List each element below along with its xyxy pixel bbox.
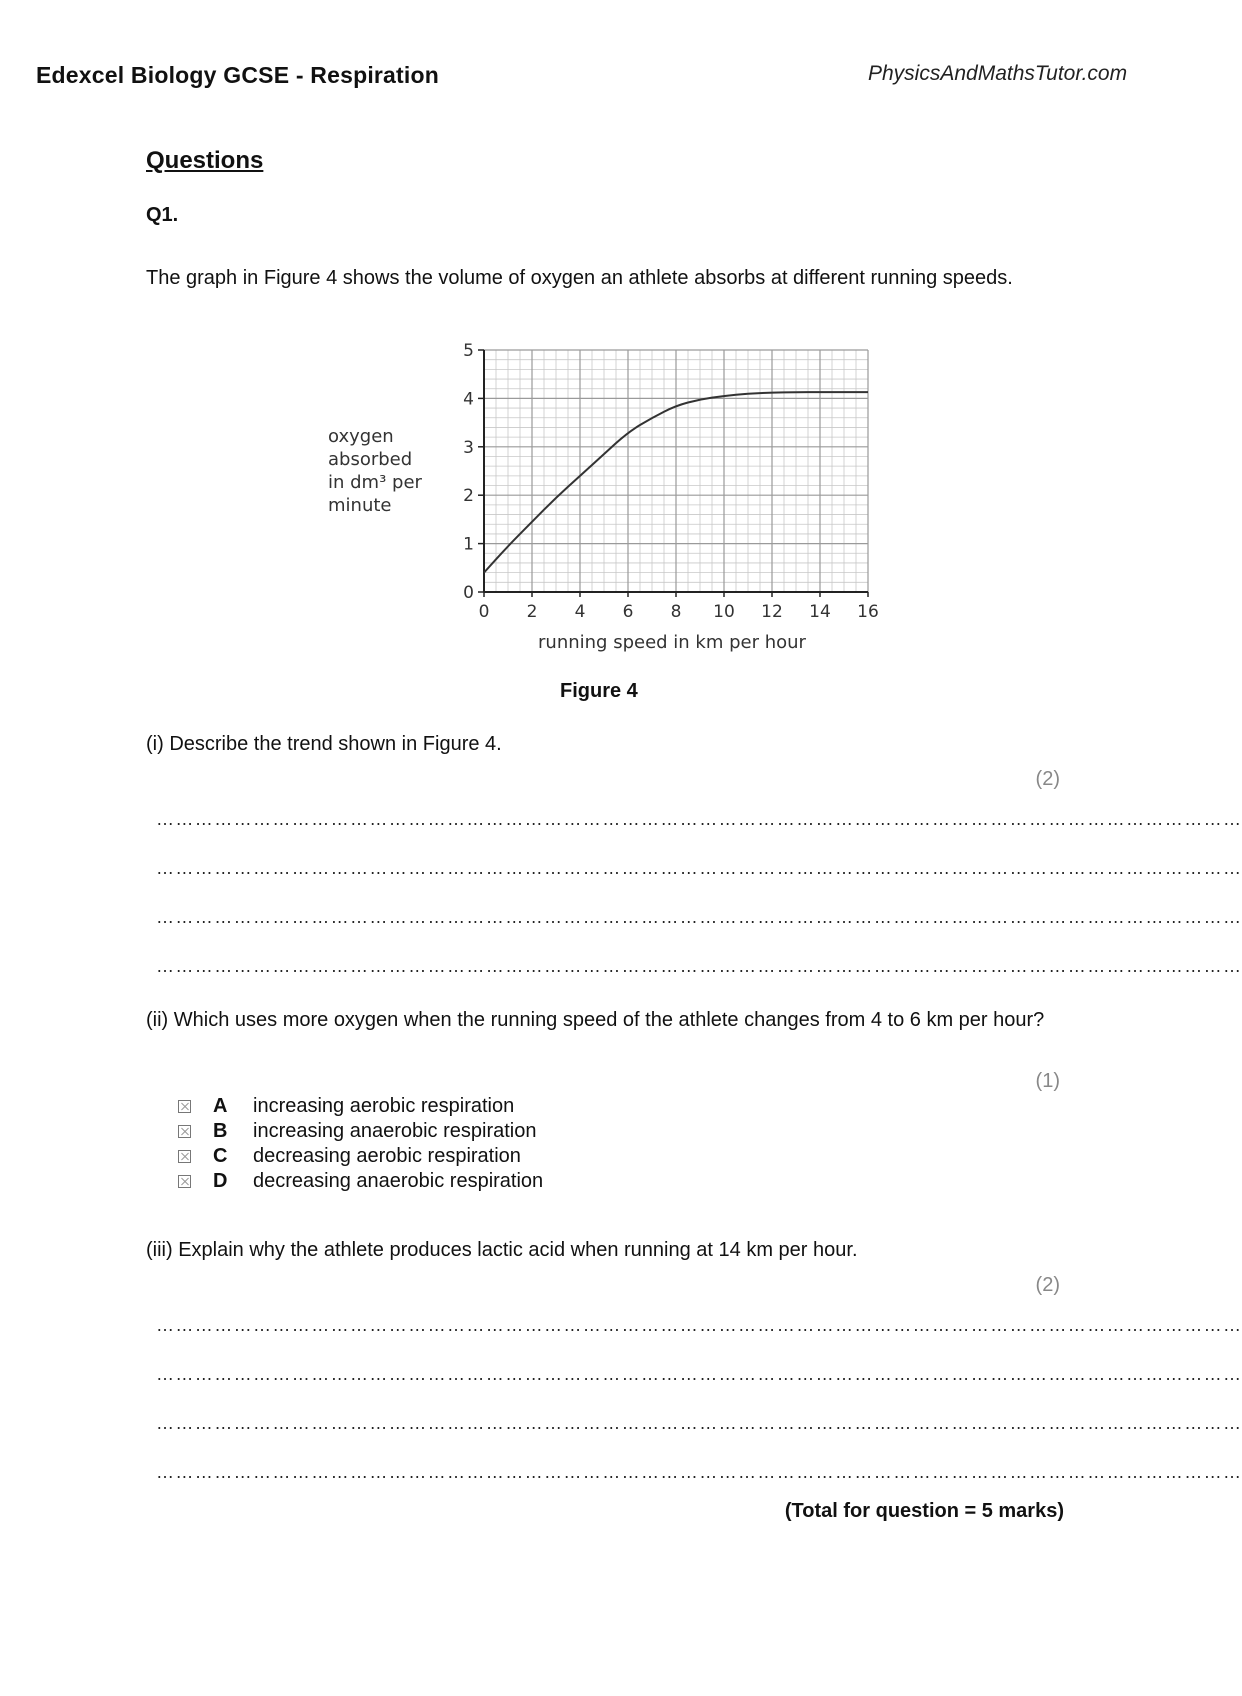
- part-iii-question: (iii) Explain why the athlete produces lactic acid when running at 14 km per hour.: [146, 1239, 858, 1261]
- y-tick-label: 4: [463, 389, 474, 410]
- chart-y-axis-label: absorbed: [328, 449, 413, 470]
- option-letter: A: [213, 1095, 228, 1117]
- answer-line[interactable]: ……………………………………………………………………………………………………………………………………………………: [156, 858, 1242, 878]
- x-tick-label: 12: [761, 602, 783, 622]
- y-tick-label: 2: [463, 486, 474, 507]
- part-i-question: (i) Describe the trend shown in Figure 4.: [146, 733, 502, 755]
- option-letter: D: [213, 1170, 228, 1192]
- x-tick-label: 4: [574, 602, 586, 622]
- option-letter: C: [213, 1145, 228, 1167]
- option-text: increasing aerobic respiration: [253, 1095, 515, 1117]
- x-tick-label: 14: [809, 602, 831, 622]
- question-intro: The graph in Figure 4 shows the volume of oxygen an athlete absorbs at different running speeds.: [146, 267, 1013, 289]
- part-ii-marks: (1): [1035, 1070, 1060, 1092]
- option-b[interactable]: [178, 1119, 537, 1144]
- x-tick-label: 16: [857, 602, 879, 622]
- chart-y-axis-label: in dm³ per: [328, 472, 422, 493]
- y-tick-label: 0: [463, 583, 474, 603]
- option-checkbox[interactable]: [178, 1125, 191, 1138]
- answer-line[interactable]: ……………………………………………………………………………………………………………………………………………………: [156, 809, 1242, 829]
- option-d[interactable]: [178, 1169, 543, 1194]
- chart-x-axis-label: running speed in km per hour: [538, 632, 806, 653]
- x-tick-label: 6: [622, 602, 634, 622]
- chart-y-axis-label: oxygen: [328, 426, 394, 447]
- section-title: Questions: [146, 147, 264, 174]
- option-text: decreasing aerobic respiration: [253, 1145, 521, 1167]
- header-title: Edexcel Biology GCSE - Respiration: [36, 62, 439, 88]
- oxygen-chart: [300, 330, 900, 660]
- option-text: increasing anaerobic respiration: [253, 1120, 537, 1142]
- answer-line[interactable]: ……………………………………………………………………………………………………………………………………………………: [156, 1315, 1242, 1335]
- y-tick-label: 1: [463, 534, 474, 555]
- figure-caption: Figure 4: [560, 680, 638, 702]
- chart-y-axis-label: minute: [328, 495, 392, 516]
- x-tick-label: 8: [670, 602, 682, 622]
- answer-line[interactable]: ……………………………………………………………………………………………………………………………………………………: [156, 1462, 1242, 1482]
- y-tick-label: 5: [463, 341, 474, 361]
- header-site: PhysicsAndMathsTutor.com: [868, 62, 1128, 85]
- option-c[interactable]: [178, 1144, 521, 1169]
- option-letter: B: [213, 1120, 228, 1142]
- part-i-marks: (2): [1035, 768, 1060, 790]
- answer-line[interactable]: ……………………………………………………………………………………………………………………………………………………: [156, 1413, 1242, 1433]
- x-tick-label: 10: [713, 602, 735, 622]
- option-checkbox[interactable]: [178, 1100, 191, 1113]
- part-iii-marks: (2): [1035, 1274, 1060, 1296]
- answer-line[interactable]: ……………………………………………………………………………………………………………………………………………………: [156, 1364, 1242, 1384]
- answer-line[interactable]: ……………………………………………………………………………………………………………………………………………………: [156, 956, 1242, 976]
- option-checkbox[interactable]: [178, 1175, 191, 1188]
- x-tick-label: 0: [478, 602, 490, 622]
- option-checkbox[interactable]: [178, 1150, 191, 1163]
- x-tick-label: 2: [526, 602, 538, 622]
- option-a[interactable]: [178, 1094, 514, 1119]
- part-ii-question: (ii) Which uses more oxygen when the running speed of the athlete changes from 4 to 6 km per hour?: [146, 1009, 1045, 1031]
- option-text: decreasing anaerobic respiration: [253, 1170, 544, 1192]
- y-tick-label: 3: [463, 437, 474, 458]
- question-number: Q1.: [146, 204, 179, 226]
- total-marks: (Total for question = 5 marks): [784, 1500, 1064, 1522]
- answer-line[interactable]: ……………………………………………………………………………………………………………………………………………………: [156, 907, 1242, 927]
